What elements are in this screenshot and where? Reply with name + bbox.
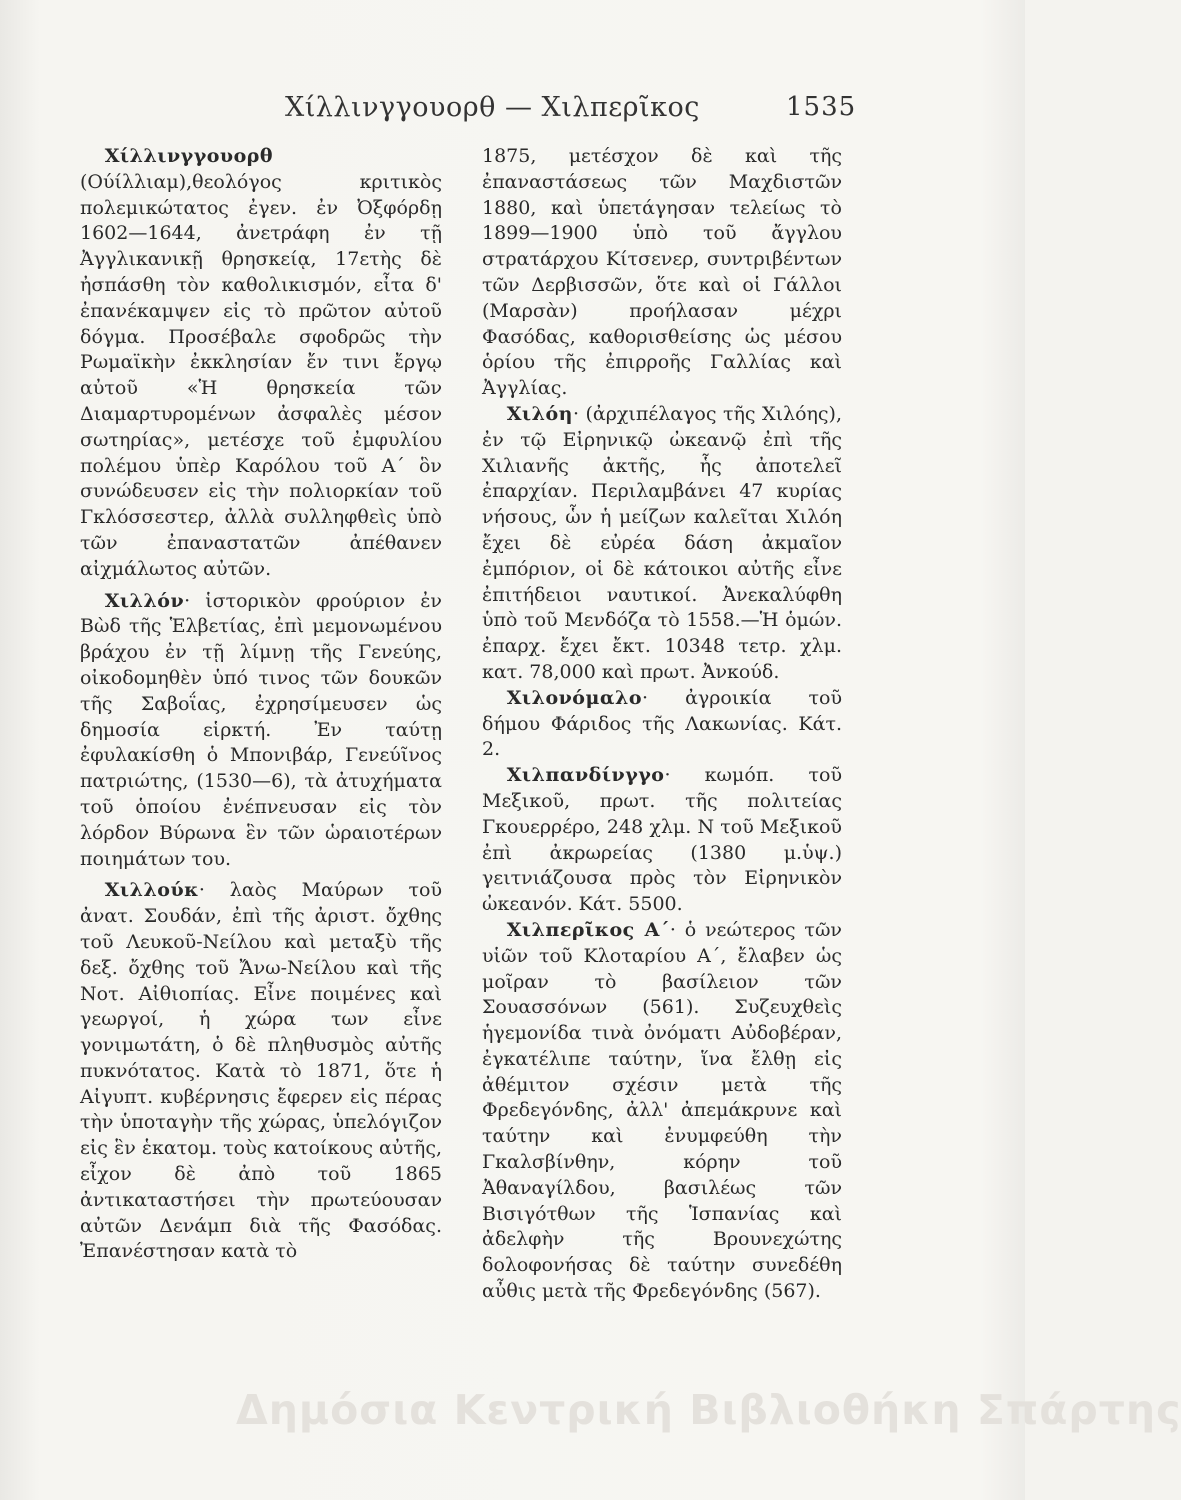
page-header [0,92,1025,132]
entry-term: Χιλλόν [104,589,185,612]
entry-text: · κωμόπ. τοῦ Μεξικοῦ, πρωτ. τῆς πολιτείας Γκουερρέρο, 248 χλμ. Ν τοῦ Μεξικοῦ ἐπὶ ἀκρωρείας (1380 μ.ὑψ.) γειτνιάζουσα πρὸς τὸν Εἰρηνικὸν ὠκεανόν. Κάτ. 5500. [482,764,842,916]
entry [80,878,442,1265]
library-watermark: Δημόσια Κεντρική Βιβλιοθήκη Σπάρτης [236,1386,1181,1434]
entry [80,144,442,583]
entry-text: · ὁ νεώτερος τῶν υἱῶν τοῦ Κλοταρίου Α΄, ἔλαβεν ὡς μοῖραν τὸ βασίλειον τῶν Σουασσόνων (561). Συζευχθεὶς ἡγεμονίδα τινὰ ὀνόματι Αὐδοβέραν, ἐγκατέλιπε ταύτην, ἵνα ἔλθῃ εἰς ἀθέμιτον σχέσιν μετὰ τῆς Φρεδεγόνδης, ἀλλ' ἀπεμάκρυνε καὶ ταύτην καὶ ἐνυμφεύθη τὴν Γκαλσβίνθην, κόρην τοῦ Ἀθαναγίλδου, βασιλέως τῶν Βισιγότθων τῆς Ἱσπανίας καὶ ἀδελφὴν τῆς Βρουνεχώτης δολοφονήσας δὲ ταύτην συνεδέθη αὖθις μετὰ τῆς Φρεδεγόνδης (567). [482,918,842,1303]
entry-term: Χιλόη [506,402,573,425]
entry-text: · (ἀρχιπέλαγος τῆς Χιλόης), ἐν τῷ Εἰρηνικῷ ὠκεανῷ ἐπὶ τῆς Χιλιανῆς ἀκτῆς, ἧς ἀποτελεῖ ἐπαρχίαν. Περιλαμβάνει 47 κυρίας νήσους, ὧν ἡ μείζων καλεῖται Χιλόη ἔχει δὲ εὐρέα δάση ἀκμαῖον ἐμπόριον, οἱ δὲ κάτοικοι αὐτῆς εἶνε ἐπιτήδειοι ναυτικοί. Ἀνεκαλύφθη ὑπὸ τοῦ Μενδόζα τὸ 1558.—Ἡ ὁμών. ἐπαρχ. ἔχει ἔκτ. 10348 τετρ. χλμ. κατ. 78,000 καὶ πρωτ. Ἀνκούδ. [482,402,842,683]
entry-continuation [482,144,842,402]
entry-term: Χιλλούκ [104,879,199,902]
right-column [482,144,842,1305]
entry-term: Χιλονόμαλο [506,686,642,709]
entry [482,763,842,918]
entry [80,589,442,873]
entry-text: · ἱστορικὸν φρούριον ἐν Βὼδ τῆς Ἑλβετίας, ἐπὶ μεμονωμένου βράχου ἐν τῇ λίμνῃ τῆς Γενεύης, οἰκοδομηθὲν ὑπό τινος τῶν δουκῶν τῆς Σαβοΐας, ἐχρησίμευσεν ὡς δημοσία εἱρκτή. Ἐν ταύτῃ ἐφυλακίσθη ὁ Μπονιβάρ, Γενεύῖνος πατριώτης, (1530—6), τὰ ἀτυχήματα τοῦ ὁποίου ἐνέπνευσαν εἰς τὸν λόρδον Βύρωνα ἓν τῶν ὡραιοτέρων ποιημάτων του. [80,589,442,870]
running-title: Χίλλινγγουορθ — Χιλπερῖκος [285,92,700,123]
entry-term: Χιλπερῖκος Α΄ [506,918,670,941]
entry-term: Χιλπανδίνγγο [506,764,665,787]
left-column [80,144,442,1265]
entry [482,686,842,763]
entry-text: 1875, μετέσχον δὲ καὶ τῆς ἐπαναστάσεως τῶν Μαχδιστῶν 1880, καὶ ὑπετάγησαν τελείως τὸ 1899—1900 ὑπὸ τοῦ ἄγγλου στρατάρχου Κίτσενερ, συντριβέντων τῶν Δερβισσῶν, ὅτε καὶ οἱ Γάλλοι (Μαρσὰν) προήλασαν μέχρι Φασόδας, καθορισθείσης ὡς μέσου ὁρίου τῆς ἐπιρροῆς Γαλλίας καὶ Ἀγγλίας. [482,145,842,400]
page-number: 1535 [786,92,857,122]
entry-text: · λαὸς Μαύρων τοῦ ἀνατ. Σουδάν, ἐπὶ τῆς ἀριστ. ὄχθης τοῦ Λευκοῦ-Νείλου καὶ μεταξὺ τῆς δεξ. ὄχθης τοῦ Ἄνω-Νείλου καὶ τῆς Νοτ. Αἰθιοπίας. Εἶνε ποιμένες καὶ γεωργοί, ἡ χώρα των εἶνε γονιμωτάτη, ὁ δὲ πληθυσμὸς αὐτῆς πυκνότατος. Κατὰ τὸ 1871, ὅτε ἡ Αἰγυπτ. κυβέρνησις ἔφερεν εἰς πέρας τὴν ὑποταγὴν τῆς χώρας, ὑπελόγιζον εἰς ἓν ἑκατομ. τοὺς κατοίκους αὐτῆς, εἶχον δὲ ἀπὸ τοῦ 1865 ἀντικαταστήσει τὴν πρωτεύουσαν αὐτῶν Δενάμπ διὰ τῆς Φασόδας. Ἐπανέστησαν κατὰ τὸ [80,879,442,1263]
entry-text: · ἀγροικία τοῦ δήμου Φάριδος τῆς Λακωνίας. Κάτ. 2. [482,686,842,761]
entry [482,402,842,686]
entry-term: Χίλλινγγουορθ [104,145,274,167]
entry [482,918,842,1305]
entry-text: (Ούίλλιαμ),θεολόγος κριτικὸς πολεμικώτατος ἐγεν. ἐν Ὀξφόρδῃ 1602—1644, ἀνετράφη ἐν τῇ Ἀγγλικανικῇ θρησκείᾳ, 17ετὴς δὲ ἠσπάσθη τὸν καθολικισμόν, εἶτα δ' ἐπανέκαμψεν εἰς τὸ πρῶτον αὐτοῦ δόγμα. Προσέβαλε σφοδρῶς τὴν Ρωμαϊκὴν ἐκκλησίαν ἔν τινι ἔργῳ αὐτοῦ «Ἡ θρησκεία τῶν Διαμαρτυρομένων ἀσφαλὲς μέσον σωτηρίας», μετέσχε τοῦ ἐμφυλίου πολέμου ὑπὲρ Καρόλου τοῦ Α΄ ὃν συνώδευσεν εἰς τὴν πολιορκίαν τοῦ Γκλόσσεστερ, ἀλλὰ συλληφθεὶς ὑπὸ τῶν ἐπαναστατῶν ἀπέθανεν αἰχμάλωτος αὐτῶν. [80,170,442,580]
